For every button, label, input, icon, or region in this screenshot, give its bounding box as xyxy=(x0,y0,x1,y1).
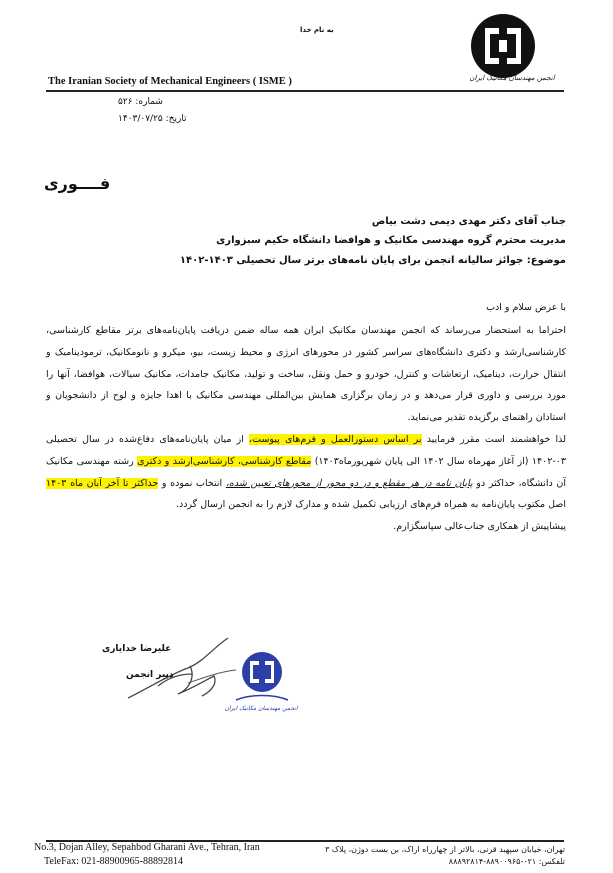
logo-caption: انجمن مهندسان مکانیک ایران xyxy=(469,74,555,82)
letter-date xyxy=(118,114,187,124)
body-paragraph-1: احتراما به استحضار می‌رساند که انجمن مهندسان مکانیک ایران همه ساله ضمن دریافت پایان‌نامه‌های برتر مقاطع کارشناسی، کارشناسی‌ارشد و دکتری دانشگاه‌های سراسر کشور در محورهای انرژی و محیط زیست، بیو، میکرو و نانومکانیک، ترمودینامیک و انتقال حرارت، دینامیک، ارتعاشات و کنترل، خودرو و حمل ونقل، ساخت و تولید، مکانیک جامدات، مکانیک سیالات، هوافضا، آنها را مورد بررسی و داوری قرار می‌دهد و در زمان برگزاری همایش بین‌المللی مهندسی مکانیک با اهدا جایزه و لوح از دانشجویان و استادان راهنمای برگزیده تقدیر می‌نماید. xyxy=(46,325,566,424)
urgent-label: فــــوری xyxy=(44,174,111,193)
body-paragraph-3: پیشاپیش از همکاری جناب‌عالی سپاسگزارم. xyxy=(393,521,566,533)
date-label: تاریخ: xyxy=(165,114,187,124)
header-divider xyxy=(46,90,564,92)
signer-title: دبیر انجمن xyxy=(126,670,174,680)
footer-telefax-english: TeleFax: 021-88900965-88892814 xyxy=(44,856,184,867)
highlight-guidelines: بر اساس دستورالعمل و فرم‌های پیوست، xyxy=(249,433,422,445)
p2-part-a: لذا خواهشمند است مقرر فرمایید xyxy=(426,433,566,445)
p2-part-b: از میان پایان‌نامه‌های دفاع‌شده در سال تحصیلی ۰۳-۱۴۰۲ (از آغاز مهرماه سال ۱۴۰۲ الی پایان شهریورماه۱۴۰۳) xyxy=(46,433,566,467)
p2-part-d: انتخاب نموده و xyxy=(161,477,223,489)
highlight-degrees: مقاطع کارشناسی، کارشناسی‌ارشد و دکتری xyxy=(137,455,312,467)
recipient-block xyxy=(216,212,566,250)
number-label: شماره: xyxy=(135,97,163,107)
footer-address-persian: تهران، خیابان سپهبد قرنی، بالاتر از چهارراه اراک، بن بست دوژن، پلاک ۳ xyxy=(325,845,565,854)
recipient-department: مدیریت محترم گروه مهندسی مکانیک و هوافضا دانشگاه حکیم سبزواری xyxy=(216,235,566,246)
footer-address-english: No.3, Dojan Alley, Sepahbod Gharani Ave., Tehran, Iran xyxy=(34,842,260,853)
date-value: ۱۴۰۳/۰۷/۲۵ xyxy=(118,114,163,124)
number-value: ۵۲۶ xyxy=(118,97,133,107)
society-english-name: The Iranian Society of Mechanical Engineers ( ISME ) xyxy=(48,76,292,87)
letter-body xyxy=(46,320,566,538)
subject-line xyxy=(180,255,566,266)
p2-part-c: رشته مهندسی مکانیک آن دانشگاه، حداکثر دو xyxy=(46,455,566,489)
signature-block xyxy=(88,638,238,728)
greeting: با عرض سلام و ادب xyxy=(486,302,566,313)
footer-telefax-persian: تلفکس: ۰۲۱-۸۸۹۰۰۹۶۵-۸۸۸۹۲۸۱۴ xyxy=(448,857,565,866)
recipient-name: جناب آقای دکتر مهدی دیمی دشت بیاض xyxy=(371,216,566,227)
isme-logo-icon xyxy=(469,12,537,80)
underlined-limit: پایان نامه در هر مقطع و در دو محور از محورهای تعیین شده، xyxy=(225,477,473,489)
subject-label: موضوع: xyxy=(526,255,566,266)
p2-part-e: اصل مکتوب پایان‌نامه به همراه فرم‌های ارزیابی تکمیل شده و مدارک لازم را به انجمن ارسال گردد. xyxy=(175,499,566,511)
body-paragraph-2 xyxy=(46,429,566,516)
subject-text: جوائز سالیانه انجمن برای پایان نامه‌های برتر سال تحصیلی ۱۴۰۳-۱۴۰۲ xyxy=(179,255,524,266)
highlight-deadline: حداکثر تا آخر آبان ماه ۱۴۰۳ xyxy=(46,477,159,489)
signer-name: علیرضا خدایاری xyxy=(102,644,172,654)
stamp-caption: انجمن مهندسان مکانیک ایران xyxy=(224,705,298,712)
bismillah: به نام خدا xyxy=(300,26,334,34)
letter-number xyxy=(118,97,163,107)
